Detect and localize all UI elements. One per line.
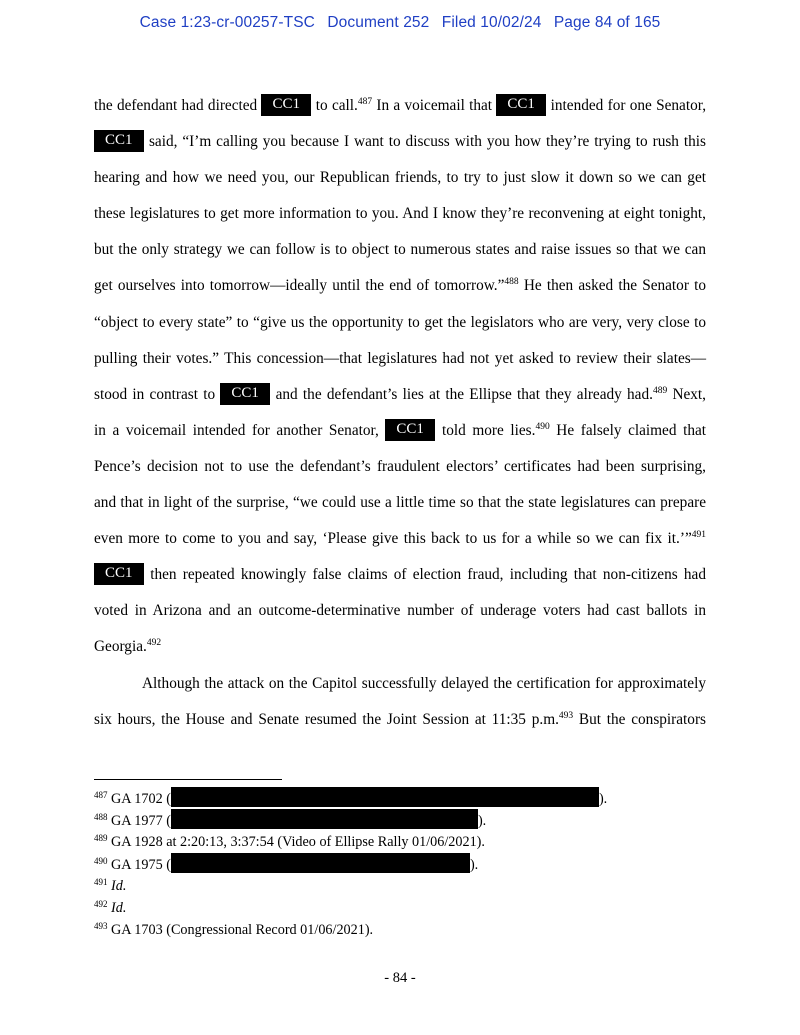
page-of-total: Page 84 of 165 xyxy=(553,14,661,31)
body-line: these legislatures to get more information to you. And I know they’re reconvening at eight tonight, xyxy=(94,205,706,223)
footnote-489: $^{489}$ GA 1928 at 2:20:13, 3:37:54 (Video of Ellipse Rally 01/06/2021). xyxy=(94,833,485,850)
body-line: get ourselves into tomorrow—ideally until the end of tomorrow.”$^{488}$ He then asked the Senator to xyxy=(94,277,706,295)
footnote-ref: 487 xyxy=(357,97,373,107)
body-line: “object to every state” to “give us the opportunity to get the legislators who are very, very close to xyxy=(94,313,706,331)
redaction-cc1: CC1 xyxy=(496,94,546,116)
body-line: CC1 then repeated knowingly false claims of election fraud, including that non-citizens had xyxy=(94,557,706,593)
body-text xyxy=(94,88,706,738)
redaction-bar xyxy=(171,853,470,873)
case-header xyxy=(0,14,800,32)
redaction-bar xyxy=(171,809,478,829)
redaction-cc1: CC1 xyxy=(220,383,270,405)
footnote-ref: 488 xyxy=(504,277,519,288)
body-line: CC1 said, “I’m calling you because I want to discuss with you how they’re trying to rush this xyxy=(94,124,706,160)
footnote-492: $^{492}$ Id. xyxy=(94,899,127,916)
document-number: Document 252 xyxy=(327,14,430,31)
body-line: six hours, the House and Senate resumed the Joint Session at 11:35 p.m.$^{493}$ But the conspirators xyxy=(94,710,707,728)
footnote-488: $^{488}$ GA 1977 ( ). xyxy=(94,809,714,831)
footnote-ref: 492 xyxy=(146,638,162,649)
body-line: the defendant had directed CC1 to call.$^{487}$ In a voicemail that CC1 intended for one Senator, xyxy=(94,96,707,114)
footnote-ref: 489 xyxy=(652,385,668,396)
body-line: stood in contrast to CC1 and the defendant’s lies at the Ellipse that they already had.$^{489}$ Next, xyxy=(94,384,707,403)
redaction-cc1: CC1 xyxy=(385,419,435,441)
footnote-491: $^{491}$ Id. xyxy=(94,877,127,894)
body-line: pulling their votes.” This concession—that legislatures had not yet asked to review their slates— xyxy=(94,349,706,367)
body-line: Although the attack on the Capitol successfully delayed the certification for approximately xyxy=(142,674,706,692)
body-line: in a voicemail intended for another Senator, CC1 told more lies.$^{490}$ He falsely claimed that xyxy=(94,420,707,439)
filed-date: Filed 10/02/24 xyxy=(441,14,542,31)
body-line: and that in light of the surprise, “we could use a little time so that the state legislatures can prepare xyxy=(94,494,706,512)
body-line: voted in Arizona and an outcome-determinative number of underage voters had cast ballots in xyxy=(94,602,706,620)
footnote-493: $^{493}$ GA 1703 (Congressional Record 01/06/2021). xyxy=(94,921,374,938)
footnote-490: $^{490}$ GA 1975 ( ). xyxy=(94,853,714,875)
body-line: but the only strategy we can follow is to object to numerous states and raise issues so that we can xyxy=(94,241,706,259)
page-number: - 84 - xyxy=(384,970,416,986)
footnote-divider xyxy=(94,779,282,780)
body-line: even more to come to you and say, ‘Please give this back to us for a while so we can fix it.’”$^{491}$ xyxy=(94,530,706,548)
redaction-cc1: CC1 xyxy=(94,563,144,585)
body-line: Pence’s decision not to use the defendant’s fraudulent electors’ certificates had been surprising, xyxy=(94,457,706,475)
footnote-ref: 491 xyxy=(691,530,706,541)
footnote-ref: 493 xyxy=(558,710,574,721)
footnote-ref: 490 xyxy=(535,421,550,432)
body-line: hearing and how we need you, our Republican friends, to try to just slow it down so we can get xyxy=(94,169,706,187)
footnotes xyxy=(94,787,714,941)
redaction-cc1: CC1 xyxy=(261,94,311,116)
redaction-bar xyxy=(171,787,599,807)
redaction-cc1: CC1 xyxy=(94,130,144,152)
footnote-487: $^{487}$ GA 1702 ( ). xyxy=(94,787,714,809)
body-line: Georgia.$^{492}$ xyxy=(94,638,162,656)
case-number: Case 1:23-cr-00257-TSC xyxy=(139,14,315,31)
